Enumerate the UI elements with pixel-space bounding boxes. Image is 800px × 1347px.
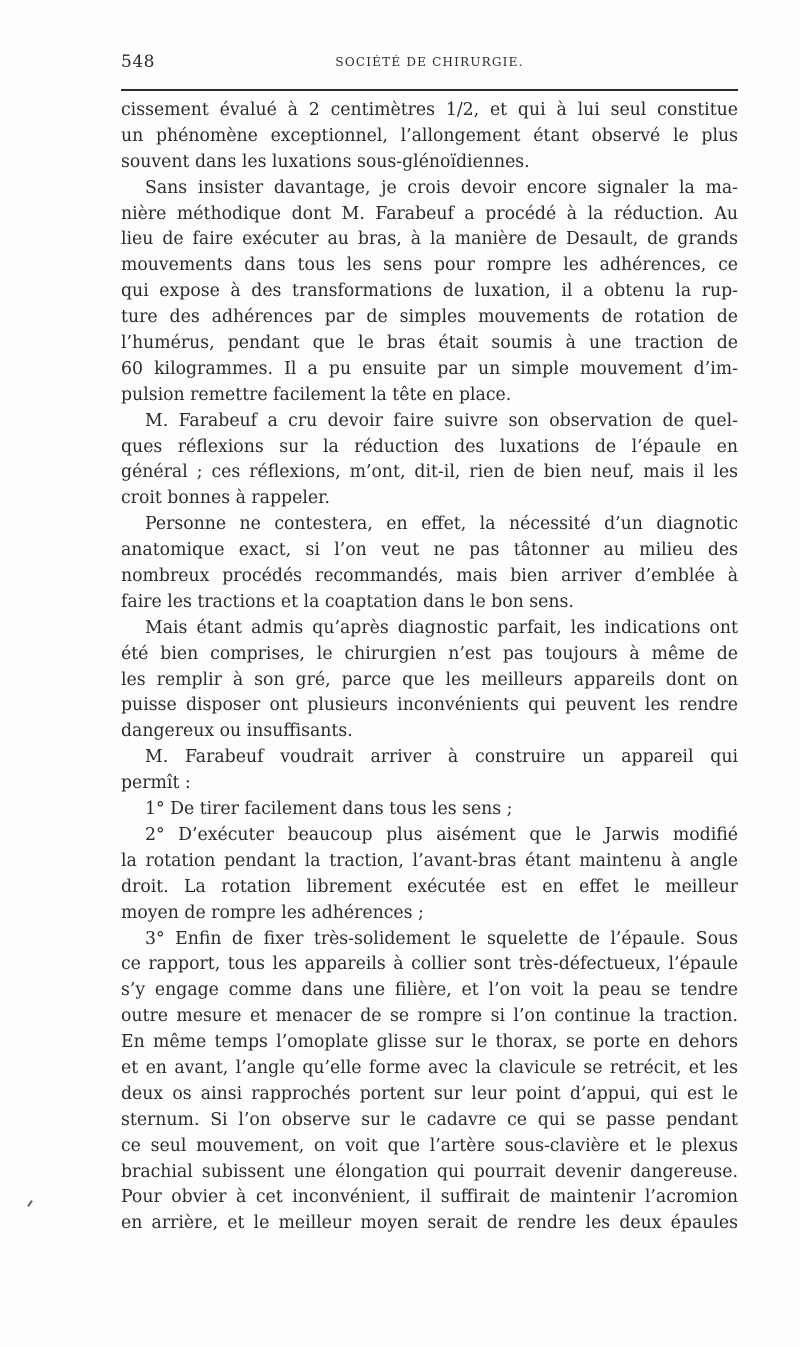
text-line: croit bonnes à rappeler. [121,488,330,509]
running-title: SOCIÉTÉ DE CHIRURGIE. [335,55,524,69]
text-line: nombreux procédés recommandés, mais bien arriver d’emblée à [121,566,738,587]
text-line: l’humérus, pendant que le bras était soumis à une traction de [121,333,738,354]
text-line: souvent dans les luxations sous-glénoïdiennes. [121,151,530,172]
text-line: 2° D’exécuter beaucoup plus aisément que le Jarwis modifié [145,824,738,845]
text-line: 1° De tirer facilement dans tous les sens ; [145,799,513,820]
text-line: un phénomène exceptionnel, l’allongement étant observé le plus [121,125,738,146]
text-line: 3° Enfin de fixer très-solidement le squelette de l’épaule. Sous [145,928,738,949]
text-line: brachial subissent une élongation qui pourrait devenir dangereuse. [121,1161,738,1182]
text-line: Sans insister davantage, je crois devoir encore signaler la ma- [145,177,738,198]
text-line: anatomique exact, si l’on veut ne pas tâtonner au milieu des [121,540,738,561]
text-line: été bien comprises, le chirurgien n’est pas toujours à même de [121,643,738,664]
text-line: En même temps l’omoplate glisse sur le thorax, se porte en dehors [121,1032,738,1053]
header-rule [121,89,738,91]
text-line: s’y engage comme dans une filière, et l’on voit la peau se tendre [121,980,738,1001]
text-line: droit. La rotation librement exécutée est en effet le meilleur [121,876,738,897]
text-line: 60 kilogrammes. Il a pu ensuite par un simple mouvement d’im- [121,358,738,379]
text-line: ce seul mouvement, on voit que l’artère sous-clavière et le plexus [121,1135,738,1156]
text-line: général ; ces réflexions, m’ont, dit-il, rien de bien neuf, mais il les [121,462,738,483]
page-number: 548 [121,52,155,72]
text-line: mouvements dans tous les sens pour rompre les adhérences, ce [121,255,738,276]
text-line: sternum. Si l’on observe sur le cadavre ce qui se passe pendant [121,1109,738,1130]
text-line: M. Farabeuf voudrait arriver à construire un appareil qui [145,747,738,768]
text-line: Pour obvier à cet inconvénient, il suffirait de maintenir l’acromion [121,1187,738,1208]
text-line: nière méthodique dont M. Farabeuf a procédé à la réduction. Au [121,203,738,224]
text-line: moyen de rompre les adhérences ; [121,902,424,923]
text-line: en arrière, et le meilleur moyen serait de rendre les deux épaules [121,1213,738,1234]
text-line: ques réflexions sur la réduction des luxations de l’épaule en [121,436,738,457]
text-line: la rotation pendant la traction, l’avant-bras étant maintenu à angle [121,850,738,871]
text-line: Personne ne contestera, en effet, la nécessité d’un diagnotic [145,514,738,535]
text-line: faire les tractions et la coaptation dans le bon sens. [121,591,574,612]
page-header [121,52,738,76]
body-text [121,98,738,1237]
text-line: deux os ainsi rapprochés portent sur leur point d’appui, qui est le [121,1083,738,1104]
text-line: les remplir à son gré, parce que les meilleurs appareils dont on [121,669,738,690]
text-line: Mais étant admis qu’après diagnostic parfait, les indications ont [145,617,738,638]
text-line: et en avant, l’angle qu’elle forme avec la clavicule se retrécit, et les [121,1057,738,1078]
text-line: cissement évalué à 2 centimètres 1/2, et qui à lui seul constitue [121,100,738,120]
text-line: ture des adhérences par de simples mouvements de rotation de [121,307,738,328]
text-line: ce rapport, tous les appareils à collier sont très-défectueux, l’épaule [121,954,738,975]
text-line: pulsion remettre facilement la tête en place. [121,384,512,405]
text-line: M. Farabeuf a cru devoir faire suivre son observation de quel- [145,410,738,431]
text-line: outre mesure et menacer de se rompre si l’on continue la traction. [121,1006,738,1027]
text-line: dangereux ou insuffisants. [121,721,353,742]
margin-mark [27,1200,33,1207]
text-line: puisse disposer ont plusieurs inconvénients qui peuvent les rendre [121,695,738,716]
text-line: permît : [121,773,191,794]
text-line: qui expose à des transformations de luxation, il a obtenu la rup- [121,281,738,302]
text-line: lieu de faire exécuter au bras, à la manière de Desault, de grands [121,229,738,250]
